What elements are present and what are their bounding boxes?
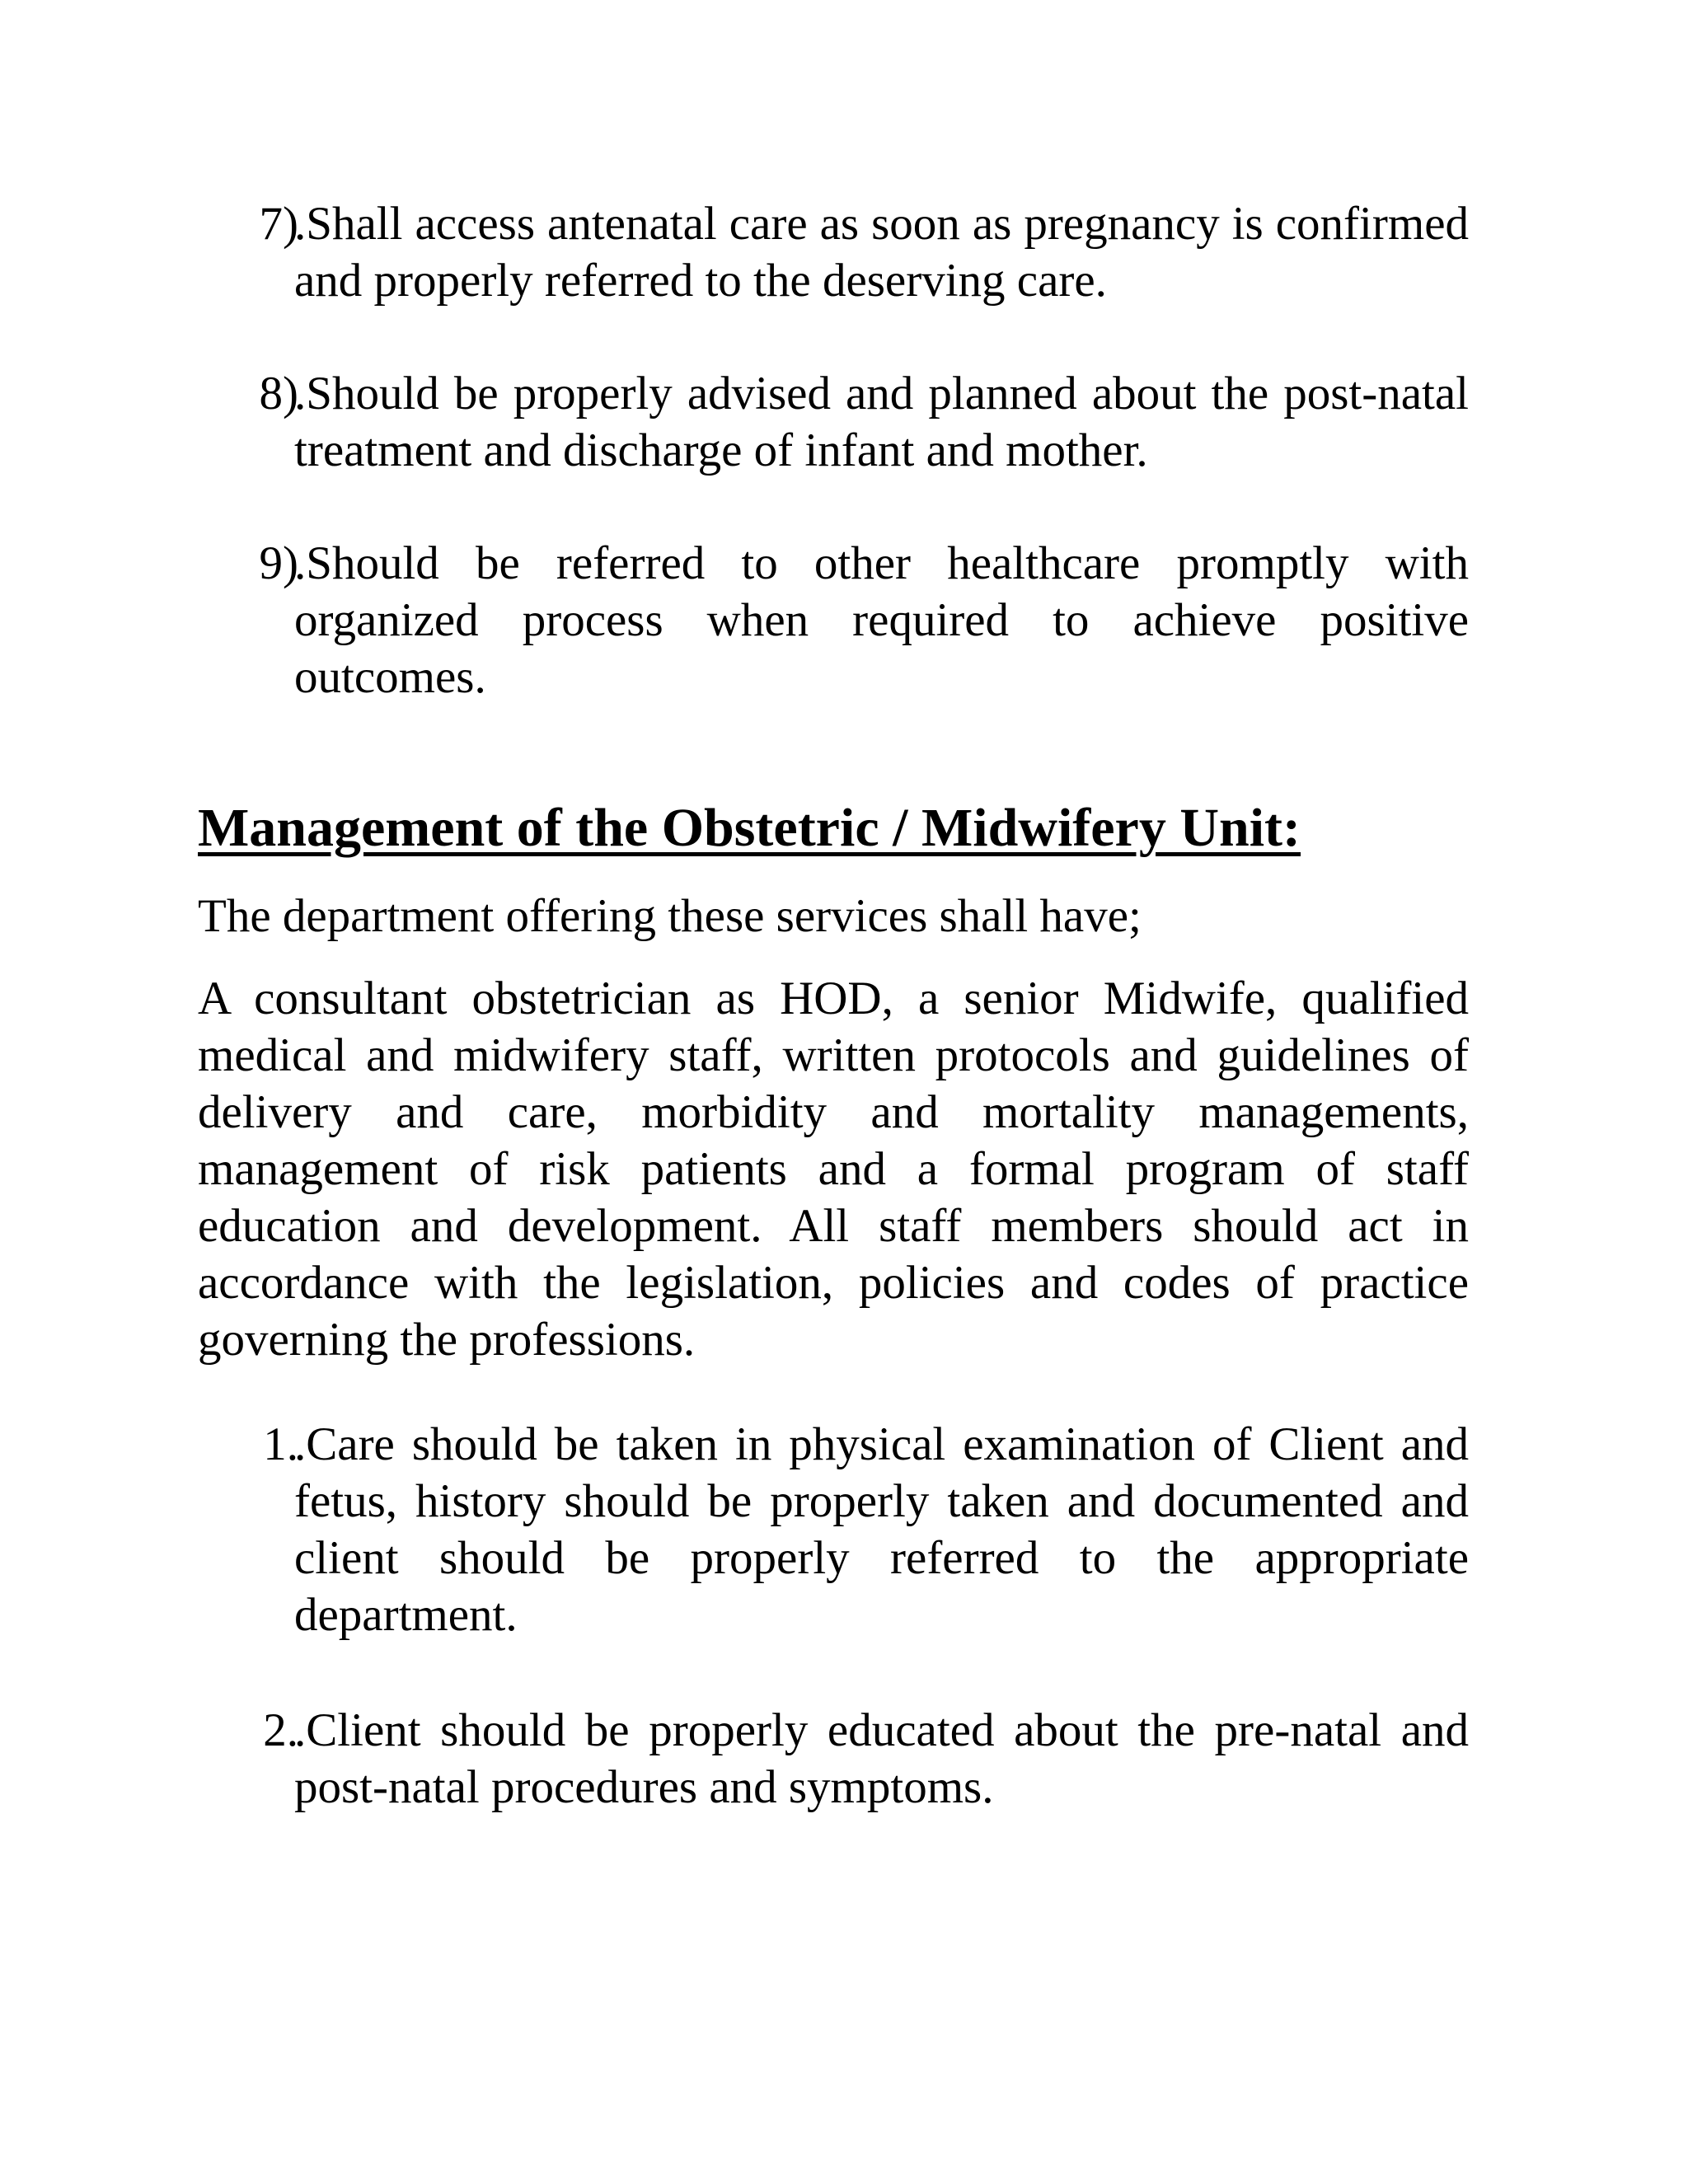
section-body-paragraph: A consultant obstetrician as HOD, a senior Midwife, qualified medical and midwifery staff, written protocols and guidelines of delivery and care, morbidity and mortality managements, management of risk patients and a formal program of staff education and development. All staff members should act in accordance with the legislation, policies and codes of practice governing the professions. <box>198 972 1469 1366</box>
list-item-number: 9) <box>259 537 298 589</box>
list-item-number: 2. <box>263 1704 298 1756</box>
list-item-text: .Should be referred to other healthcare promptly with organized process when required to achieve positive outcomes. <box>294 537 1469 703</box>
list-item-number: 7) <box>259 198 298 250</box>
section-heading: Management of the Obstetric / Midwifery Unit: <box>198 798 1301 858</box>
section-intro: The department offering these services shall have; <box>198 890 1142 942</box>
list-item-number: 1. <box>263 1418 298 1470</box>
list-item-text: .Shall access antenatal care as soon as pregnancy is confirmed and properly referred to the deserving care. <box>294 198 1469 307</box>
list-item-text: .Should be properly advised and planned about the post-natal treatment and discharge of infant and mother. <box>294 368 1469 476</box>
list-item-text: .Client should be properly educated about the pre-natal and post-natal procedures and symptoms. <box>294 1704 1469 1813</box>
list-item-text: .Care should be taken in physical examination of Client and fetus, history should be properly taken and documented and client should be properly referred to the appropriate department. <box>294 1418 1469 1641</box>
list-item-number: 8) <box>259 368 298 419</box>
